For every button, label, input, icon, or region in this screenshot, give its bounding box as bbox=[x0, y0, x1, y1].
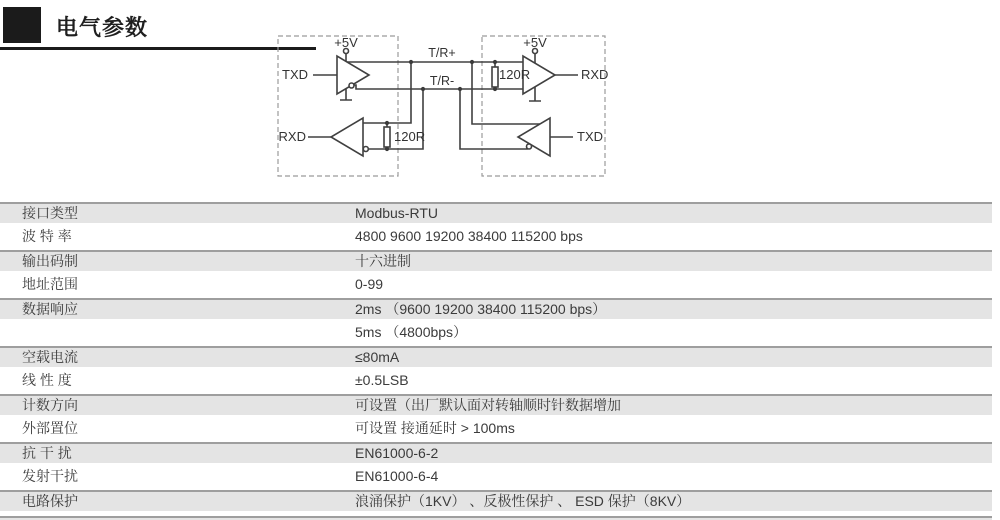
row-value: 可设置（出厂默认面对转轴顺时针数据增加 bbox=[355, 397, 621, 413]
row-value: 十六进制 bbox=[355, 253, 411, 269]
table-group bbox=[0, 202, 992, 250]
driver-left-bubble bbox=[349, 83, 354, 88]
resistor-left-body bbox=[384, 127, 390, 147]
row-value: 0-99 bbox=[355, 276, 384, 292]
page-title: 电气参数 bbox=[56, 15, 149, 40]
table-group bbox=[0, 442, 992, 490]
table-row bbox=[0, 300, 992, 319]
table-row bbox=[0, 252, 992, 271]
row-label: 地址范围 bbox=[22, 276, 78, 292]
txd-right-label: TXD bbox=[577, 129, 603, 144]
electrical-spec-table bbox=[0, 202, 992, 520]
bus-plus-label: T/R+ bbox=[428, 46, 456, 60]
row-value: EN61000-6-4 bbox=[355, 468, 439, 484]
section-marker-square bbox=[3, 7, 41, 43]
drop-a-wire bbox=[363, 62, 411, 123]
table-group bbox=[0, 490, 992, 511]
table-row bbox=[0, 367, 992, 394]
table-row bbox=[0, 415, 992, 442]
table-row bbox=[0, 492, 992, 511]
vcc-left-label: +5V bbox=[334, 35, 358, 50]
row-value: EN61000-6-2 bbox=[355, 445, 439, 461]
bus-minus-label: T/R- bbox=[429, 74, 455, 88]
rxd-left-label: RXD bbox=[278, 129, 306, 144]
row-value: 可设置 接通延时 > 100ms bbox=[355, 420, 515, 436]
table-row bbox=[0, 463, 992, 490]
row-value: ±0.5LSB bbox=[355, 372, 409, 388]
row-label: 数据响应 bbox=[22, 301, 78, 317]
table-group bbox=[0, 394, 992, 442]
row-value: Modbus-RTU bbox=[355, 205, 438, 221]
rs485-circuit-diagram bbox=[260, 28, 630, 195]
table-group bbox=[0, 250, 992, 298]
row-label: 计数方向 bbox=[22, 397, 78, 413]
rxd-right-label: RXD bbox=[581, 67, 609, 82]
row-label: 抗 干 扰 bbox=[22, 445, 72, 461]
row-label: 电路保护 bbox=[22, 493, 78, 509]
txd-left-label: TXD bbox=[282, 67, 308, 82]
row-label: 外部置位 bbox=[22, 420, 78, 436]
row-label: 输出码制 bbox=[22, 253, 78, 269]
table-tail-next-row-clipped bbox=[0, 516, 992, 520]
receiver-left-bubble bbox=[363, 147, 368, 152]
table-row bbox=[0, 223, 992, 250]
row-label: 发射干扰 bbox=[22, 468, 78, 484]
resistor-right-body bbox=[492, 67, 498, 87]
driver-right-bubble bbox=[527, 144, 532, 149]
table-row bbox=[0, 348, 992, 367]
table-row bbox=[0, 271, 992, 298]
table-row bbox=[0, 319, 992, 346]
receiver-left-triangle bbox=[331, 118, 363, 156]
row-value: 5ms （4800bps） bbox=[355, 324, 468, 340]
row-value: ≤80mA bbox=[355, 349, 400, 365]
table-row bbox=[0, 204, 992, 223]
row-value: 2ms （9600 19200 38400 115200 bps） bbox=[355, 301, 607, 317]
row-label: 接口类型 bbox=[22, 205, 78, 221]
table-group bbox=[0, 346, 992, 394]
resistor-left-label: 120R bbox=[394, 129, 426, 144]
row-value: 4800 9600 19200 38400 115200 bps bbox=[355, 228, 583, 244]
drop-d-wire bbox=[460, 89, 527, 149]
right-module-dashed-box bbox=[482, 36, 605, 176]
table-group bbox=[0, 298, 992, 346]
row-label: 空载电流 bbox=[22, 349, 78, 365]
table-row bbox=[0, 396, 992, 415]
table-row bbox=[0, 444, 992, 463]
row-label: 线 性 度 bbox=[22, 372, 72, 388]
row-label: 波 特 率 bbox=[22, 228, 72, 244]
row-value: 浪涌保护（1KV） 、反极性保护 、 ESD 保护（8KV） bbox=[355, 493, 691, 509]
vcc-right-label: +5V bbox=[523, 35, 547, 50]
resistor-right-label: 120R bbox=[499, 67, 531, 82]
row-label bbox=[0, 319, 355, 346]
